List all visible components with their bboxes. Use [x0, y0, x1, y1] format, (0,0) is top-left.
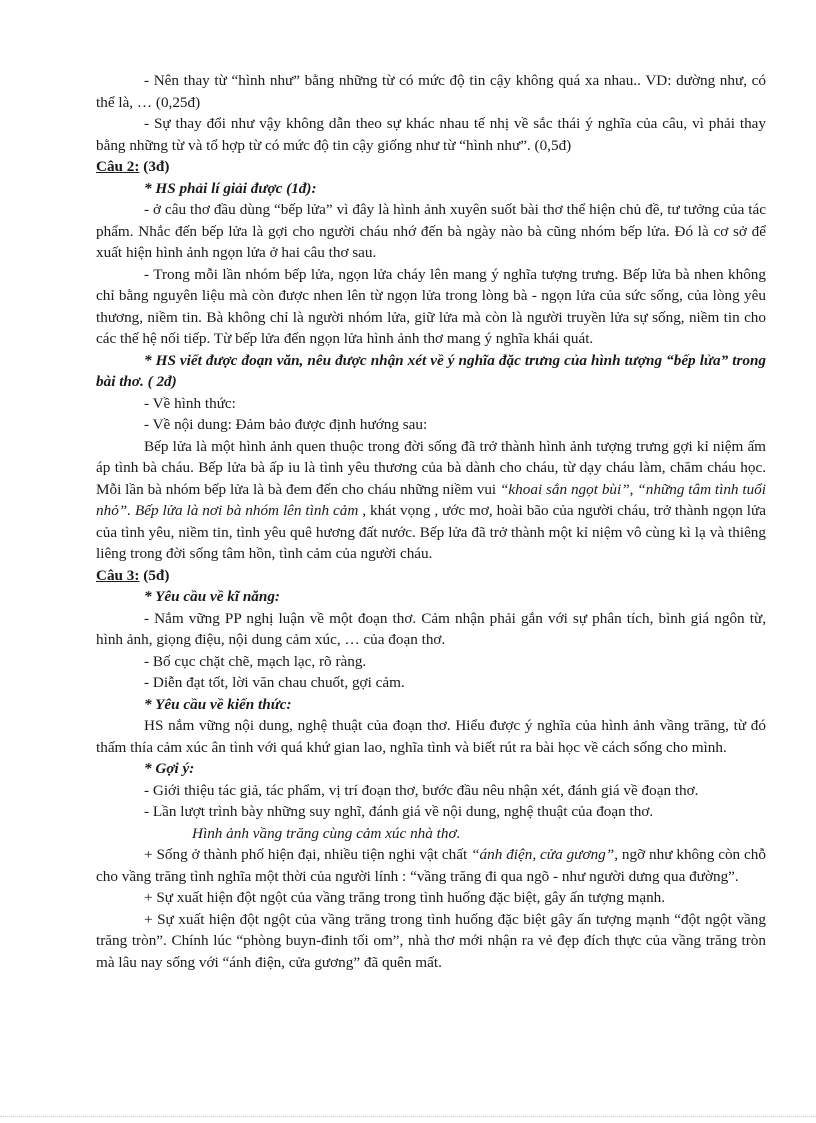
paragraph: - Giới thiệu tác giả, tác phẩm, vị trí đoạn thơ, bước đầu nêu nhận xét, đánh giá về đoạn thơ. — [144, 781, 699, 799]
paragraph-text: Bếp lửa là một hình ảnh quen thuộc trong đời sống đã trở thành hình ảnh tượng trưng gợi kỉ niệm ấm áp tình bà cháu. Bếp lửa bà ấp iu là tình yêu thương của bà dành cho cháu, từ dạy cháu làm, chăm cháu học. Mỗi lần bà nhóm bếp lửa là bà đem đến cho cháu những niềm vui — [96, 437, 766, 498]
paragraph — [96, 436, 766, 565]
paragraph: - Về hình thức: — [144, 394, 236, 412]
paragraph: + Sự xuất hiện đột ngột của vầng trăng trong tình huống đặc biệt gây ấn tượng mạnh “đột ngột vầng trăng tròn”. Chính lúc “phòng buyn-đinh tối om”, nhà thơ mới nhận ra vẻ đẹp đích thực của vầng trăng tròn mà lâu nay sống với “ánh điện, cửa gương” đã quên mất. — [96, 910, 766, 971]
paragraph: - ở câu thơ đầu dùng “bếp lửa” vì đây là hình ảnh xuyên suốt bài thơ thể hiện chủ đề, tư tưởng của tác phẩm. Nhắc đến bếp lửa là gợi cho người cháu nhớ đến bà ngày nào bà cũng nhóm bếp lửa. Đó là cơ sở để xuất hiện hình ảnh ngọn lửa ở hai câu thơ sau. — [96, 201, 766, 261]
paragraph: - Sự thay đổi như vậy không dẫn theo sự khác nhau tế nhị về sắc thái ý nghĩa của câu, vì phải thay bằng những từ và tổ hợp từ có mức độ tin cậy giống như từ “hình như”. (0,5đ) — [96, 115, 766, 154]
question-heading — [96, 156, 766, 178]
paragraph: - Bố cục chặt chẽ, mạch lạc, rõ ràng. — [144, 652, 367, 670]
paragraph: - Trong mỗi lần nhóm bếp lửa, ngọn lửa cháy lên mang ý nghĩa tượng trưng. Bếp lửa bà nhen không chỉ bằng nguyên liệu mà còn được nhen lên từ ngọn lửa trong lòng bà - ngọn lửa của sức sống, của lòng yêu thương, niềm tin. Bà không chỉ là người nhóm lửa, giữ lửa mà còn là người truyền lửa sự sống, niềm tin cho các thế hệ nối tiếp. Từ bếp lửa đến ngọn lửa hình ảnh thơ mang ý nghĩa khái quát. — [96, 265, 766, 347]
question-label: Câu 3: — [96, 566, 140, 584]
paragraph-text: , ngỡ như không còn chỗ cho vầng trăng tình nghĩa một thời của người lính : “vầng trăng đi qua ngõ - như người dưng qua đường”. — [96, 846, 766, 885]
paragraph: + Sự xuất hiện đột ngột của vầng trăng trong tình huống đặc biệt, gây ấn tượng mạnh. — [144, 889, 666, 906]
requirement-heading: * Yêu cầu về kiến thức: — [144, 695, 292, 713]
requirement-heading: * HS viết được đoạn văn, nêu được nhận xét về ý nghĩa đặc trưng của hình tượng “bếp lửa” trong bài thơ. ( 2đ) — [96, 351, 766, 390]
paragraph: - Về nội dung: Đảm bảo được định hướng sau: — [144, 416, 428, 433]
paragraph: - Nắm vững PP nghị luận về một đoạn thơ. Cảm nhận phải gắn với sự phân tích, bình giá ngôn từ, hình ảnh, giọng điệu, nội dung cảm xúc, … của đoạn thơ. — [96, 609, 766, 648]
paragraph-text: + Sống ở thành phố hiện đại, nhiều tiện nghi vật chất — [144, 846, 472, 863]
subheading: Hình ảnh vầng trăng cùng cảm xúc nhà thơ. — [192, 824, 461, 842]
paragraph: - Lần lượt trình bày những suy nghĩ, đánh giá về nội dung, nghệ thuật của đoạn thơ. — [144, 803, 654, 820]
paragraph-italic-text: “khoai sắn ngọt bùi”, “những tâm tình tuổi nhỏ”. Bếp lửa là nơi bà nhóm lên tình cảm — [96, 480, 766, 519]
question-score: (5đ) — [139, 566, 170, 584]
requirement-heading: * Yêu cầu về kĩ năng: — [144, 588, 280, 605]
paragraph: - Nên thay từ “hình như” bằng những từ có mức độ tin cậy không quá xa nhau.. VD: dường như, có thể là, … (0,25đ) — [96, 72, 766, 111]
paragraph: - Diễn đạt tốt, lời văn chau chuốt, gợi cảm. — [144, 674, 405, 691]
paragraph — [96, 844, 766, 887]
requirement-heading: * HS phải lí giải được (1đ): — [144, 179, 317, 197]
question-label: Câu 2: — [96, 158, 140, 175]
paragraph: HS nắm vững nội dung, nghệ thuật của đoạn thơ. Hiểu được ý nghĩa của hình ảnh vầng trăng, từ đó thấm thía cảm xúc ân tình với quá khứ gian lao, nghĩa tình và biết rút ra bài học về cách sống cho mình. — [96, 717, 766, 756]
question-heading — [96, 565, 766, 587]
paragraph-italic-text: “ánh điện, cửa gương” — [471, 846, 615, 863]
page-bottom-divider — [0, 1116, 816, 1117]
question-score: (3đ) — [139, 158, 170, 175]
paragraph-text: , khát vọng , ước mơ, hoài bão của người cháu, trở thành ngọn lửa của tình yêu, niềm tin, tình yêu quê hương đất nước. Bếp lửa đã trở thành một kỉ niệm vô cùng kì lạ và thiêng liêng trong đời sống tâm hồn, tình cảm của người cháu. — [96, 502, 767, 562]
document-page — [96, 70, 766, 973]
requirement-heading: * Gợi ý: — [144, 760, 195, 777]
